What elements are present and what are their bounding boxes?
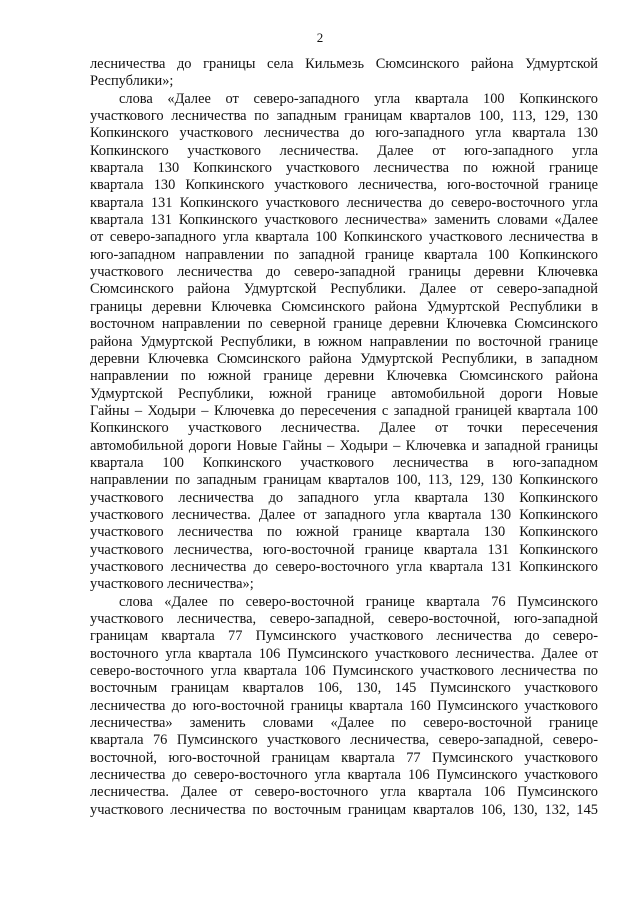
text-line: границы деревни Ключевка Сюмсинского района Удмуртской Республики в	[90, 298, 598, 315]
text-line: лесничества» заменить словами «Далее по северо-восточной границе	[90, 715, 598, 732]
text-line: восточного угла квартала 106 Пумсинского участкового лесничества. Далее от	[90, 645, 598, 662]
page-number: 2	[316, 30, 324, 45]
text-line: квартала 130 Копкинского участкового лесничества, юго-восточной границе	[90, 177, 598, 194]
text-line: лесничества до северо-восточного угла квартала 106 Пумсинского участкового	[90, 767, 598, 784]
text-line: лесничества. Далее от северо-восточного угла квартала 106 Пумсинского	[90, 784, 598, 801]
document-body	[90, 56, 598, 819]
text-line: участкового лесничества до северо-восточного угла квартала 131 Копкинского	[90, 558, 598, 575]
text-line: участкового лесничества, юго-восточной границе квартала 131 Копкинского	[90, 541, 598, 558]
text-line: участкового лесничества до северо-западной границы деревни Ключевка	[90, 264, 598, 281]
text-line: северо-восточного угла квартала 106 Пумсинского участкового лесничества по	[90, 663, 598, 680]
text-line: лесничества до границы села Кильмезь Сюмсинского района Удмуртской	[90, 56, 598, 72]
text-line: Гайны – Ходыри – Ключевка до пересечения с западной границей квартала 100	[90, 402, 598, 419]
text-line: восточном направлении по северной границе деревни Ключевка Сюмсинского	[90, 316, 598, 333]
text-line: участкового лесничества, северо-западной, северо-восточной, юго-западной	[90, 611, 598, 627]
text-line: восточным границам кварталов 106, 130, 145 Пумсинского участкового	[90, 680, 598, 697]
text-line: участкового лесничества по южной границе квартала 130 Копкинского	[90, 524, 598, 541]
text-line: Копкинского участкового лесничества. Далее от юго-западного угла	[90, 142, 598, 159]
text-line: границам квартала 77 Пумсинского участкового лесничества до северо-	[90, 628, 598, 645]
text-line: квартала 100 Копкинского участкового лесничества в юго-западном	[90, 454, 598, 471]
text-line: направлении по южной границе деревни Ключевка Сюмсинского района	[90, 368, 598, 385]
text-line: участкового лесничества по восточным границам кварталов 106, 130, 132, 145	[90, 801, 598, 818]
text-line: участкового лесничества до западного угла квартала 130 Копкинского	[90, 489, 598, 506]
text-line: квартала 131 Копкинского участкового лесничества до северо-восточного угла	[90, 194, 598, 211]
text-line: юго-западном направлении по западной границе квартала 100 Копкинского	[90, 246, 598, 263]
text-line: направлении по западным границам кварталов 100, 113, 129, 130 Копкинского	[90, 472, 598, 489]
text-line: участкового лесничества по западным границам кварталов 100, 113, 129, 130	[90, 108, 598, 125]
text-line: лесничества до юго-восточной границы квартала 160 Пумсинского участкового	[90, 697, 598, 714]
text-line: квартала 130 Копкинского участкового лесничества по южной границе	[90, 160, 598, 177]
text-line: Республики»;	[90, 73, 174, 90]
text-line: Удмуртской Республики, южной границе автомобильной дороги Новые	[90, 385, 598, 402]
text-line: Копкинского участкового лесничества до юго-западного угла квартала 130	[90, 125, 598, 142]
text-line: слова «Далее по северо-восточной границе квартала 76 Пумсинского	[119, 593, 598, 610]
text-line: восточной, юго-восточной границам квартала 77 Пумсинского участкового	[90, 749, 598, 766]
text-line: Сюмсинского района Удмуртской Республики. Далее от северо-западной	[90, 281, 598, 298]
text-line: деревни Ключевка Сюмсинского района Удмуртской Республики, в западном	[90, 350, 598, 367]
text-line: автомобильной дороги Новые Гайны – Ходыри – Ключевка и западной границы	[90, 437, 598, 454]
text-line: участкового лесничества. Далее от западного угла квартала 130 Копкинского	[90, 506, 598, 523]
text-line: от северо-западного угла квартала 100 Копкинского участкового лесничества в	[90, 229, 598, 246]
text-line: слова «Далее от северо-западного угла квартала 100 Копкинского	[119, 90, 598, 107]
text-line: квартала 76 Пумсинского участкового лесничества, северо-западной, северо-	[90, 732, 598, 749]
text-line: участкового лесничества»;	[90, 576, 254, 593]
text-line: Копкинского участкового лесничества. Далее от точки пересечения	[90, 420, 598, 437]
text-line: района Удмуртской Республики, в южном направлении по восточной границе	[90, 333, 598, 350]
text-line: квартала 131 Копкинского участкового лесничества» заменить словами «Далее	[90, 212, 598, 229]
